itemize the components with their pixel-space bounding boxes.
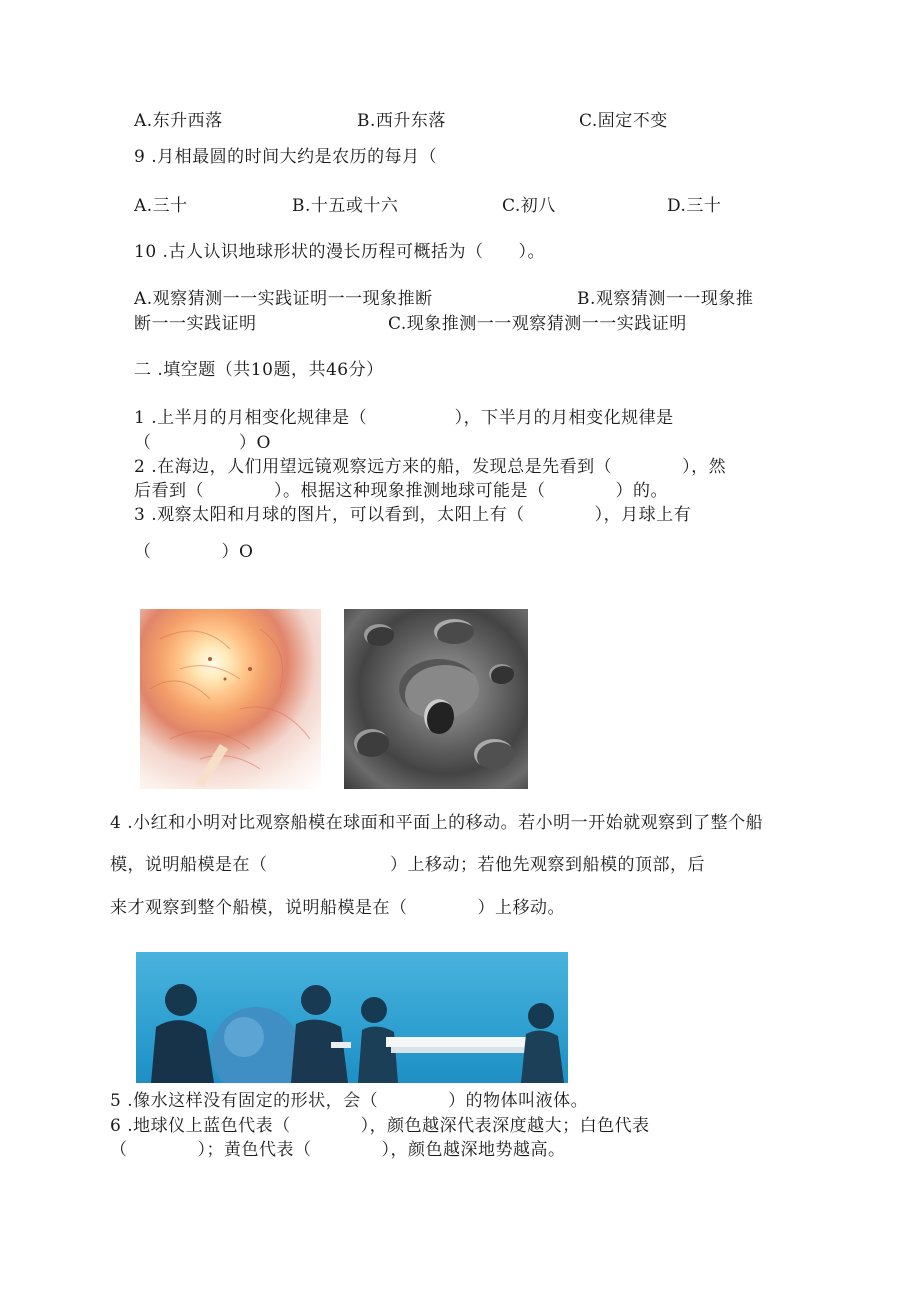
crater-2 xyxy=(434,619,474,644)
fill-4-line2: 模，说明船模是在（ ）上移动；若他先观察到船模的顶部，后 xyxy=(110,855,705,875)
fill-1-line2: （ ）O xyxy=(134,433,271,453)
moon-image xyxy=(344,609,528,789)
crater-1 xyxy=(364,624,394,646)
fill-6-line1: 6 .地球仪上蓝色代表（ ），颜色越深代表深度越大；白色代表 xyxy=(110,1116,650,1136)
section-title: 二 .填空题（共10题，共46分） xyxy=(134,360,384,380)
fill-3-line1: 3 .观察太阳和月球的图片，可以看到，太阳上有（ ），月球上有 xyxy=(134,505,692,525)
crater-4 xyxy=(424,699,454,734)
crater-5 xyxy=(354,729,389,757)
crater-6 xyxy=(474,739,514,769)
q8-option-c: C.固定不变 xyxy=(579,111,668,131)
q8-option-a: A.东升西落 xyxy=(134,111,223,131)
boat-model-image xyxy=(136,952,568,1083)
q10-option-b-part2: 断一一实践证明 xyxy=(134,314,257,334)
q10-option-a: A.观察猜测一一实践证明一一现象推断 xyxy=(134,289,433,309)
fill-2-line1: 2 .在海边，人们用望远镜观察远方来的船，发现总是先看到（ ），然 xyxy=(134,457,727,477)
q10-option-b-part1: B.观察猜测一一现象推 xyxy=(577,289,754,309)
fill-6-line2: （ ）；黄色代表（ ），颜色越深地势越高。 xyxy=(110,1140,566,1160)
fill-4-line1: 4 .小红和小明对比观察船模在球面和平面上的移动。若小明一开始就观察到了整个船 xyxy=(110,813,764,833)
q10-stem: 10 .古人认识地球形状的漫长历程可概括为（ ）。 xyxy=(134,242,545,262)
q9-option-a: A.三十 xyxy=(134,196,188,216)
sun-image xyxy=(140,609,321,789)
fill-1-line1: 1 .上半月的月相变化规律是（ ），下半月的月相变化规律是 xyxy=(134,408,674,428)
boat-model-graphic xyxy=(136,952,568,1083)
sun-flares-graphic xyxy=(140,609,321,789)
fill-3-line2: （ ）O xyxy=(134,542,254,562)
fill-4-line3: 来才观察到整个船模，说明船模是在（ ）上移动。 xyxy=(110,898,565,918)
q9-option-c: C.初八 xyxy=(502,196,556,216)
q9-stem: 9 .月相最圆的时间大约是农历的每月（ xyxy=(134,147,438,167)
crater-7 xyxy=(489,664,514,684)
q8-option-b: B.西升东落 xyxy=(357,111,446,131)
fill-5-line1: 5 .像水这样没有固定的形状，会（ ）的物体叫液体。 xyxy=(110,1091,589,1111)
q10-option-c: C.现象推测一一观察猜测一一实践证明 xyxy=(388,314,687,334)
q9-option-d: D.三十 xyxy=(667,196,722,216)
fill-2-line2: 后看到（ ）。根据这种现象推测地球可能是（ ）的。 xyxy=(134,481,668,501)
q9-option-b: B.十五或十六 xyxy=(292,196,399,216)
